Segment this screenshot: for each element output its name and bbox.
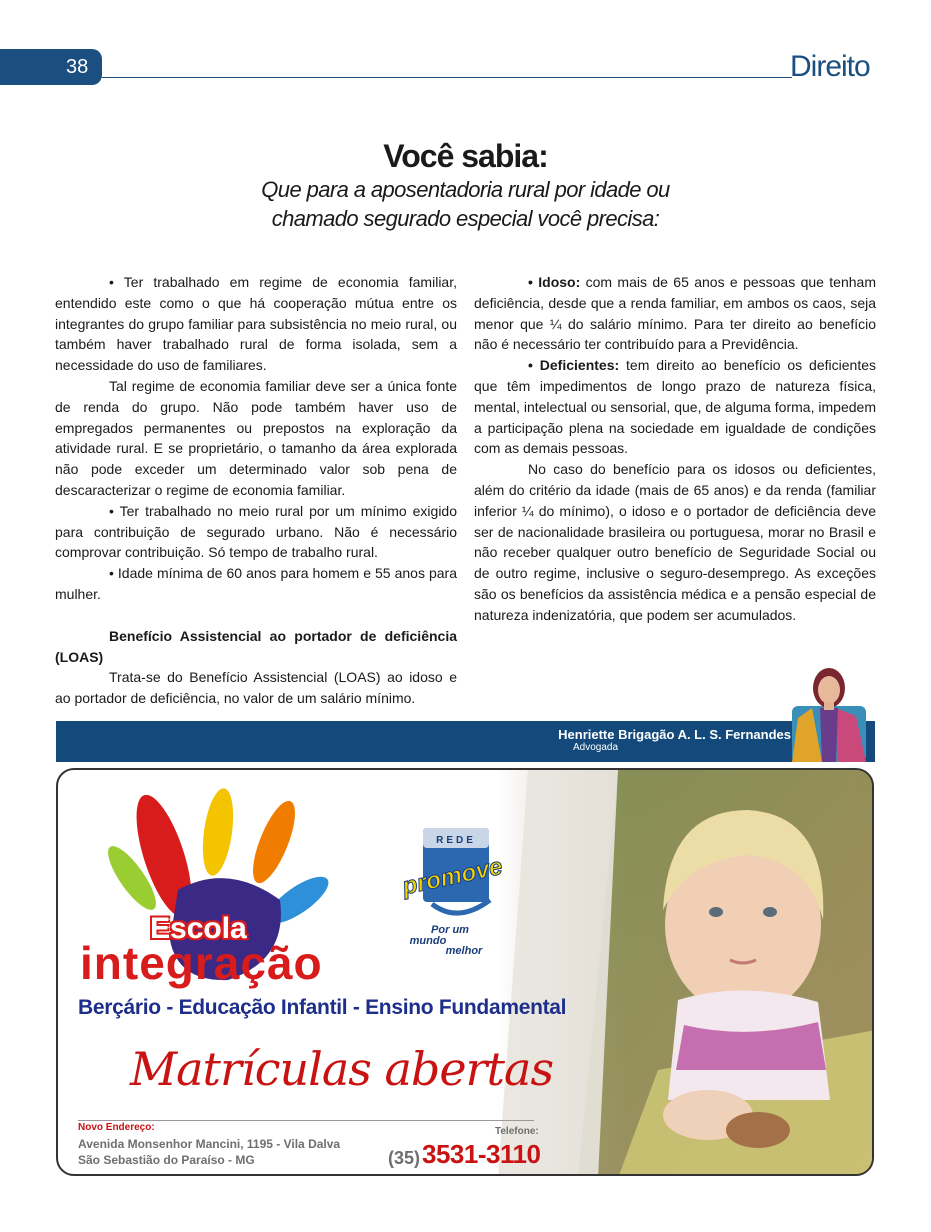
phone-number: 3531-3110 <box>422 1139 541 1169</box>
rede-text: REDE <box>436 835 476 846</box>
term-label: • Idoso: <box>528 274 581 290</box>
header-rule <box>102 77 792 78</box>
article-subtitle <box>0 175 931 233</box>
ad-divider <box>78 1120 534 1121</box>
promove-text: promove <box>400 852 505 901</box>
paragraph: Tal regime de economia familiar deve ser a única fonte de renda do grupo. Não pode também haver uso de empregados permanentes ou prepostos na exploração da atividade rural. E se proprietário, o tamanho da área explorada não pode exceder um determinado valor sob pena de descaracterizar o regime de economia familiar. <box>55 377 457 498</box>
right-column <box>474 272 876 626</box>
address-label: Novo Endereço: <box>78 1122 155 1133</box>
address-line-1: Avenida Monsenhor Mancini, 1195 - Vila Dalva <box>78 1137 341 1151</box>
school-name-escola: Escola <box>150 912 247 945</box>
address-line-2: São Sebastião do Paraíso - MG <box>78 1153 255 1167</box>
author-role: Advogada <box>573 742 619 753</box>
author-name: Henriette Brigagão A. L. S. Fernandes <box>558 727 791 742</box>
term-text: com mais de 65 anos e pessoas que tenham deficiência, desde que a renda familiar, em ambos os caos, seja menor que ¼ do salário mínimo. Para ter direito ao benefício não é necessário ter contribuído para a Previdência. <box>474 274 876 353</box>
phone-label: Telefone: <box>495 1126 539 1137</box>
paragraph: • Ter trabalhado no meio rural por um mínimo exigido para contribuição de segurado urbano. Não é necessário comprovar contribuição. Só tempo de trabalho rural. <box>55 502 457 561</box>
section-title: Direito <box>790 50 870 83</box>
left-column <box>55 272 457 709</box>
school-advertisement <box>56 768 874 1176</box>
page-number-tab <box>0 49 102 85</box>
author-bar <box>56 721 875 762</box>
paragraph <box>474 355 876 459</box>
slogan-line-1: Por um <box>431 924 469 936</box>
paragraph: • Ter trabalhado em regime de economia familiar, entendido este como o que há cooperação mútua entre os integrantes do grupo familiar para subsistência no meio rural, ou também haver trabalhado rural de forma isolada, sem a necessidade do uso de familiares. <box>55 274 457 374</box>
school-name-integracao: integração <box>80 937 323 989</box>
paragraph: • Idade mínima de 60 anos para homem e 55 anos para mulher. <box>55 565 457 602</box>
term-label: • Deficientes: <box>528 357 620 374</box>
article-title: Você sabia: <box>383 138 548 174</box>
slogan-line-2: mundo <box>409 935 447 947</box>
subtitle-line-1: Que para a aposentadoria rural por idade ou <box>261 177 670 202</box>
school-tagline: Berçário - Educação Infantil - Ensino Fundamental <box>78 996 567 1019</box>
rede-promove-logo-icon <box>398 828 508 958</box>
page-number: 38 <box>66 56 89 78</box>
section-heading: Benefício Assistencial ao portador de deficiência (LOAS) <box>55 627 457 665</box>
enrollment-headline: Matrículas abertas <box>130 1042 554 1096</box>
term-text: tem direito ao benefício os deficientes que têm impedimentos de longo prazo de natureza física, mental, intelectual ou sensorial, que, de alguma forma, impedem a participação plena na sociedade em igualdade de condições com as demais pessoas. <box>474 357 876 457</box>
phone-area-code: (35) <box>388 1148 421 1168</box>
paragraph: Trata-se do Benefício Assistencial (LOAS) ao idoso e ao portador de deficiência, no valor de um salário mínimo. <box>55 669 457 707</box>
paragraph: No caso do benefício para os idosos ou deficientes, além do critério da idade (mais de 65 anos) e da renda (familiar inferior ¼ do mínimo), o idoso e o portador de deficiência deve ser de nacionalidade brasileira ou portuguesa, morar no Brasil e não receber qualquer outro benefício de Seguridade Social ou de outro regime, inclusive o seguro-desemprego. As exceções são os benefícios da assistência médica e a pensão especial de natureza indenizatória, que podem ser acumulados. <box>474 461 876 623</box>
paragraph <box>474 272 876 355</box>
slogan-line-3: melhor <box>445 945 483 957</box>
subtitle-line-2: chamado segurado especial você precisa: <box>271 206 660 231</box>
author-photo <box>792 658 866 762</box>
